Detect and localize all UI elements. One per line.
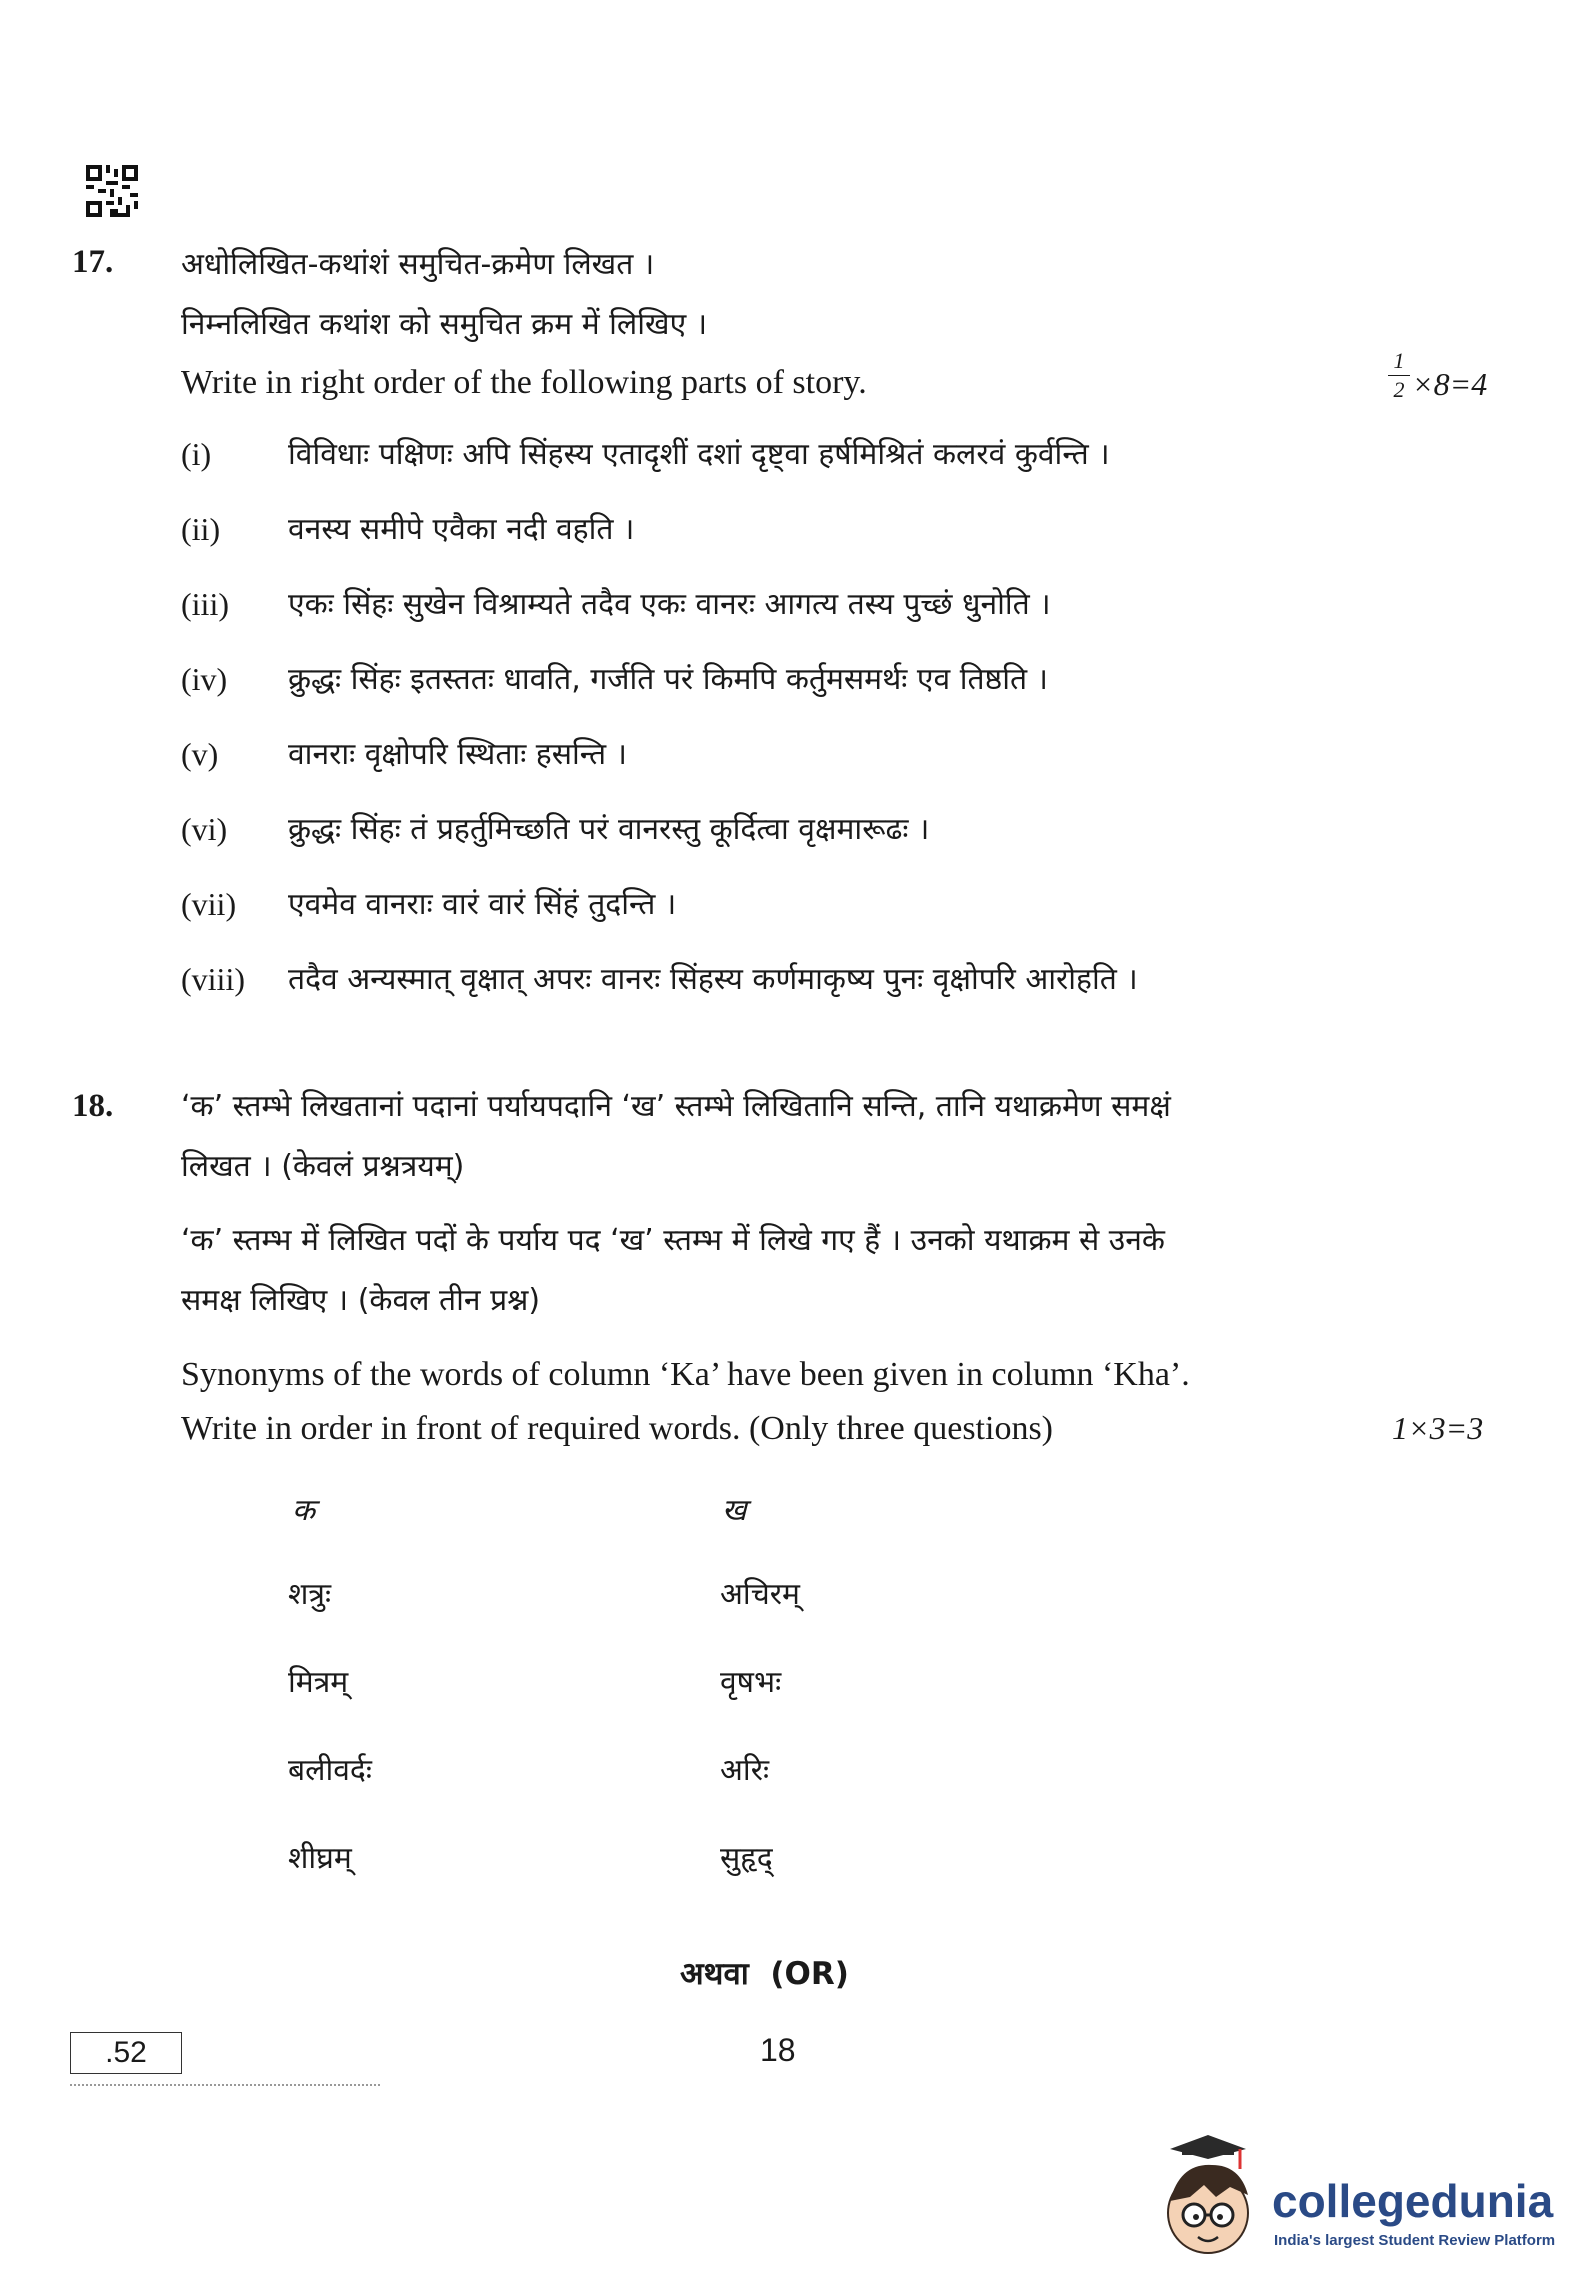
logo-brand-text: collegedunia	[1272, 2175, 1554, 2227]
item-text: वानराः वृक्षोपरि स्थिताः हसन्ति ।	[288, 737, 628, 772]
item-label: (iii)	[181, 586, 229, 622]
fraction-denominator: 2	[1393, 377, 1405, 402]
question-17-marks-fraction	[1388, 348, 1410, 403]
question-18-marks: 1×3=3	[1392, 1410, 1484, 1446]
question-18-english-line-1: Synonyms of the words of column ‘Ka’ have been given in column ‘Kha’.	[181, 1356, 1190, 1393]
question-18-number: 18.	[72, 1088, 114, 1124]
item-text: एकः सिंहः सुखेन विश्राम्यते तदैव एकः वानरः आगत्य तस्य पुच्छं धुनोति ।	[288, 587, 1051, 622]
item-text: विविधाः पक्षिणः अपि सिंहस्य एतादृशीं दशां दृष्ट्वा हर्षमिश्रितं कलरवं कुर्वन्ति ।	[288, 437, 1110, 472]
item-text: क्रुद्धः सिंहः तं प्रहर्तुमिच्छति परं वानरस्तु कूर्दित्वा वृक्षमारूढः ।	[288, 812, 930, 847]
or-separator: अथवा (OR)	[680, 1956, 849, 1992]
item-label: (ii)	[181, 511, 221, 547]
column-ka-item: शत्रुः	[288, 1577, 332, 1612]
question-18-sanskrit-line-1: ‘क’ स्तम्भे लिखतानां पदानां पर्यायपदानि ‘ख’ स्तम्भे लिखितानि सन्ति, तानि यथाक्रमेण समक्षं	[181, 1089, 1171, 1124]
item-label: (viii)	[181, 961, 245, 997]
question-18-sanskrit-line-2: लिखत । (केवलं प्रश्नत्रयम्)	[181, 1149, 465, 1184]
column-kha-item: अरिः	[720, 1753, 770, 1788]
question-17-sanskrit-instruction: अधोलिखित-कथांशं समुचित-क्रमेण लिखत ।	[181, 247, 655, 282]
column-ka-item: बलीवर्दः	[288, 1753, 372, 1788]
item-text: एवमेव वानराः वारं वारं सिंहं तुदन्ति ।	[288, 887, 677, 922]
column-ka-item: शीघ्रम्	[288, 1841, 352, 1876]
column-ka-header: क	[292, 1493, 316, 1528]
item-label: (vi)	[181, 811, 228, 847]
logo-tagline: India's largest Student Review Platform	[1274, 2232, 1556, 2249]
item-label: (v)	[181, 736, 219, 772]
paper-code: .52	[70, 2032, 182, 2074]
item-text: क्रुद्धः सिंहः इतस्ततः धावति, गर्जति परं किमपि कर्तुमसमर्थः एव तिष्ठति ।	[288, 662, 1049, 697]
item-label: (vii)	[181, 886, 237, 922]
question-18-hindi-line-1: ‘क’ स्तम्भ में लिखित पदों के पर्याय पद ‘ख’ स्तम्भ में लिखे गए हैं । उनको यथाक्रम से उनके	[181, 1223, 1165, 1258]
column-ka-item: मित्रम्	[288, 1665, 349, 1700]
column-kha-header: ख	[722, 1493, 747, 1528]
question-18-hindi-line-2: समक्ष लिखिए । (केवल तीन प्रश्न)	[181, 1283, 541, 1318]
item-text: वनस्य समीपे एवैका नदी वहति ।	[288, 512, 635, 547]
column-kha-item: अचिरम्	[720, 1577, 800, 1612]
question-17-english-instruction: Write in right order of the following parts of story.	[181, 364, 867, 401]
fraction-numerator: 1	[1393, 348, 1405, 373]
column-kha-item: वृषभः	[720, 1665, 782, 1700]
question-17-number: 17.	[72, 244, 114, 280]
divider	[70, 2084, 380, 2086]
column-kha-item: सुहृद्	[720, 1841, 773, 1876]
page-number: 18	[760, 2032, 796, 2068]
mascot-icon	[1168, 2135, 1248, 2253]
collegedunia-logo	[1160, 2135, 1560, 2275]
item-label: (i)	[181, 436, 212, 472]
question-18-english-line-2: Write in order in front of required words. (Only three questions)	[181, 1410, 1053, 1447]
question-17-marks: ×8=4	[1412, 366, 1488, 402]
question-17-hindi-instruction: निम्नलिखित कथांश को समुचित क्रम में लिखिए ।	[181, 307, 708, 342]
qr-code-icon	[86, 165, 138, 217]
item-label: (iv)	[181, 661, 228, 697]
item-text: तदैव अन्यस्मात् वृक्षात् अपरः वानरः सिंहस्य कर्णमाकृष्य पुनः वृक्षोपरि आरोहति ।	[288, 962, 1138, 997]
